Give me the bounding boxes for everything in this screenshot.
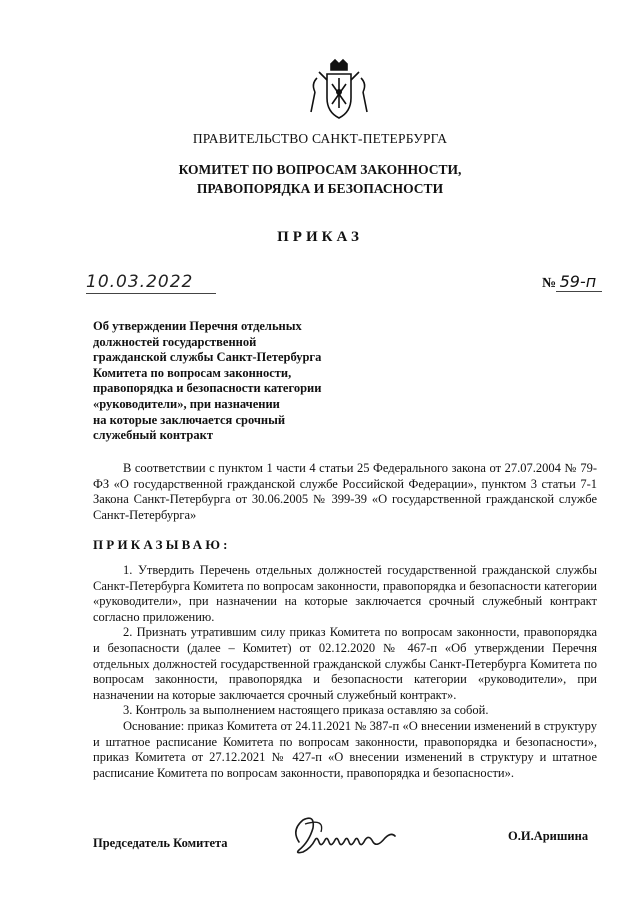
order-item: 3. Контроль за выполнением настоящего приказа оставляю за собой. (123, 703, 489, 718)
order-date: 10.03.2022 (86, 272, 194, 292)
number-value: 59-п (559, 272, 597, 291)
signatory-name: О.И.Аришина (508, 829, 589, 843)
government-name: ПРАВИТЕЛЬСТВО САНКТ-ПЕТЕРБУРГА (192, 131, 448, 146)
order-subject (93, 319, 393, 444)
order-item: 1. Утвердить Перечень отдельных должностей государственной гражданской службы Санкт-Петербурга Комитета по вопросам законности, правопорядка и безопасности категории «руководители», при назначении на которые заключается срочный служебный контракт согласно приложению. (93, 563, 597, 624)
preamble-paragraph: В соответствии с пунктом 1 части 4 статьи 25 Федерального закона от 27.07.2004 № 79-ФЗ «О государственной гражданской службе Российской Федерации», пунктом 3 статьи 7-1 Закона Санкт-Петербурга от 30.06.2005 № 399-39 «О государственной гражданской службе Санкт-Петербурга» (93, 461, 597, 522)
subject-line: «руководители», при назначении (93, 396, 280, 411)
number-underline (556, 291, 602, 292)
committee-name (0, 160, 640, 198)
committee-line-2: ПРАВОПОРЯДКА И БЕЗОПАСНОСТИ (196, 181, 444, 196)
subject-line: правопорядка и безопасности категории (93, 381, 322, 396)
order-items (93, 563, 597, 781)
signatory-position: Председатель Комитета (93, 836, 228, 850)
document-type: ПРИКАЗ (277, 229, 363, 245)
committee-line-1: КОМИТЕТ ПО ВОПРОСАМ ЗАКОННОСТИ, (178, 162, 462, 177)
number-prefix: № (542, 276, 557, 291)
order-number (542, 272, 596, 292)
subject-line: должностей государственной (93, 334, 257, 349)
order-item: 2. Признать утратившим силу приказ Комитета по вопросам законности, правопорядка и безопасности (далее – Комитет) от 02.12.2020 № 467-п «Об утверждении Перечня отдельных должностей государственной гражданской службы Санкт-Петербурга Комитета по вопросам законности, правопорядка и безопасности категории «руководители», при назначении на которые заключается срочный служебный контракт». (93, 625, 597, 702)
date-underline (86, 293, 216, 294)
handwritten-signature-icon (285, 812, 400, 860)
subject-line: Комитета по вопросам законности, (93, 365, 292, 380)
subject-line: на которые заключается срочный (93, 412, 286, 427)
order-basis: Основание: приказ Комитета от 24.11.2021 № 387-п «О внесении изменений в структуру и штатное расписание Комитета по вопросам законности, правопорядка и безопасности», приказ Комитета от 27.12.2021 № 427-п «О внесении изменений в структуру и штатное расписание Комитета по вопросам законности, правопорядка и безопасности». (93, 718, 597, 780)
order-directive: ПРИКАЗЫВАЮ: (93, 537, 231, 552)
coat-of-arms-icon (307, 58, 371, 122)
subject-line: Об утверждении Перечня отдельных (93, 319, 302, 333)
subject-line: гражданской службы Санкт-Петербурга (93, 350, 322, 365)
subject-line: служебный контракт (93, 428, 213, 443)
